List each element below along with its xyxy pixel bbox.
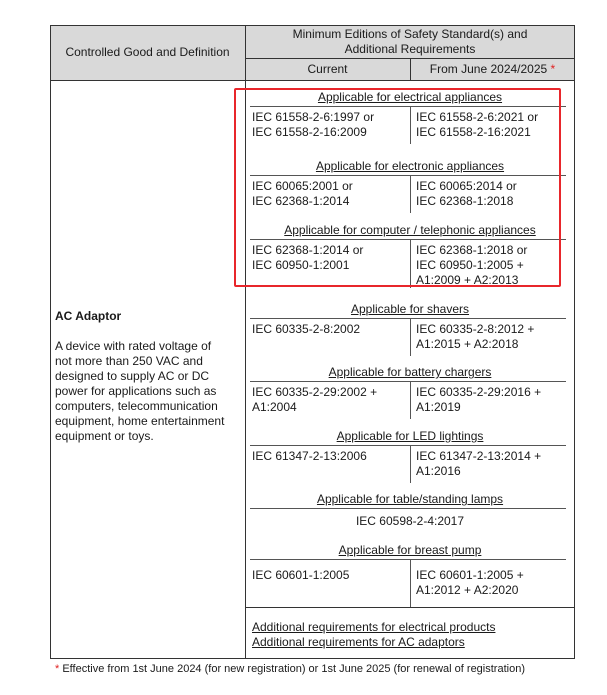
product-definition-line: equipment, home entertainment: [55, 414, 225, 428]
group-rule: [250, 559, 566, 560]
table-border-right: [574, 25, 575, 659]
group-divider: [410, 446, 411, 483]
group-future-line: A1:2012 + A2:2020: [416, 583, 519, 597]
group-merged-standard: IEC 60598-2-4:2017: [355, 514, 465, 528]
group-divider: [410, 319, 411, 356]
header-controlled-good: Controlled Good and Definition: [65, 45, 230, 59]
group-current-line: IEC 60065:2001 or: [252, 179, 353, 193]
group-rule: [250, 508, 566, 509]
group-future-line: IEC 60065:2014 or: [416, 179, 517, 193]
header-min-editions-line1: Minimum Editions of Safety Standard(s) and: [292, 27, 528, 41]
group-future-line: IEC 61558-2-16:2021: [416, 125, 531, 139]
link-additional-electrical[interactable]: Additional requirements for electrical products: [252, 620, 496, 634]
product-name: AC Adaptor: [55, 309, 122, 323]
group-current-line: IEC 60335-2-8:2002: [252, 322, 361, 336]
header-min-editions-line2: Additional Requirements: [344, 42, 476, 56]
group-future-line: A1:2016: [416, 464, 461, 478]
group-current-line: A1:2004: [252, 400, 297, 414]
link-additional-ac-adaptors[interactable]: Additional requirements for AC adaptors: [252, 635, 465, 649]
product-definition-line: equipment or toys.: [55, 429, 154, 443]
header-current: Current: [307, 62, 348, 76]
group-title-computer: Applicable for computer / telephonic appliances: [284, 223, 536, 237]
footnote: [55, 662, 525, 677]
table-border-top: [50, 25, 575, 26]
group-future-line: IEC 62368-1:2018 or: [416, 243, 528, 257]
group-future-line: IEC 60335-2-8:2012 +: [416, 322, 535, 336]
group-title-breast-pump: Applicable for breast pump: [338, 543, 482, 557]
group-current-line: IEC 60950-1:2001: [252, 258, 350, 272]
group-current-line: IEC 60601-1:2005: [252, 568, 350, 582]
group-future-line: IEC 61347-2-13:2014 +: [416, 449, 542, 463]
group-current-line: IEC 62368-1:2014 or: [252, 243, 364, 257]
header-future: [410, 62, 575, 77]
product-definition-line: designed to supply AC or DC: [55, 369, 210, 383]
group-divider: [410, 382, 411, 419]
header-future-label: From June 2024/2025: [429, 62, 548, 76]
group-current-line: IEC 61558-2-16:2009: [252, 125, 367, 139]
group-future-line: IEC 60950-1:2005 +: [416, 258, 524, 272]
group-future-line: A1:2019: [416, 400, 461, 414]
highlight-box: [234, 88, 561, 287]
table-header-bottom: [50, 80, 575, 81]
product-definition-line: computers, telecommunication: [55, 399, 218, 413]
group-future-line: IEC 60601-1:2005 +: [416, 568, 524, 582]
group-divider: [410, 560, 411, 607]
header-future-asterisk: *: [550, 62, 556, 76]
group-title-lamps: Applicable for table/standing lamps: [316, 492, 504, 506]
table-border-left: [50, 25, 51, 659]
product-definition-line: power for applications such as: [55, 384, 217, 398]
group-title-electrical: Applicable for electrical appliances: [317, 90, 503, 104]
group-title-electronic: Applicable for electronic appliances: [315, 159, 505, 173]
group-future-line: A1:2015 + A2:2018: [416, 337, 519, 351]
table-border-bottom: [50, 658, 575, 659]
product-definition-line: not more than 250 VAC and: [55, 354, 203, 368]
group-future-line: IEC 62368-1:2018: [416, 194, 514, 208]
footnote-asterisk: *: [55, 663, 60, 675]
group-rule: [250, 445, 566, 446]
group-rule: [250, 381, 566, 382]
table-links-divider: [245, 607, 575, 608]
group-title-led: Applicable for LED lightings: [336, 429, 484, 443]
group-future-line: IEC 61558-2-6:2021 or: [416, 110, 539, 124]
group-current-line: IEC 60335-2-29:2002 +: [252, 385, 378, 399]
group-current-line: IEC 61558-2-6:1997 or: [252, 110, 375, 124]
group-title-battery: Applicable for battery chargers: [328, 365, 492, 379]
group-future-line: A1:2009 + A2:2013: [416, 273, 519, 287]
product-definition-line: A device with rated voltage of: [55, 339, 212, 353]
group-current-line: IEC 61347-2-13:2006: [252, 449, 367, 463]
group-title-shavers: Applicable for shavers: [350, 302, 470, 316]
footnote-text: Effective from 1st June 2024 (for new registration) or 1st June 2025 (for renewal of registration): [62, 663, 525, 675]
group-rule: [250, 318, 566, 319]
group-current-line: IEC 62368-1:2014: [252, 194, 350, 208]
group-future-line: IEC 60335-2-29:2016 +: [416, 385, 542, 399]
